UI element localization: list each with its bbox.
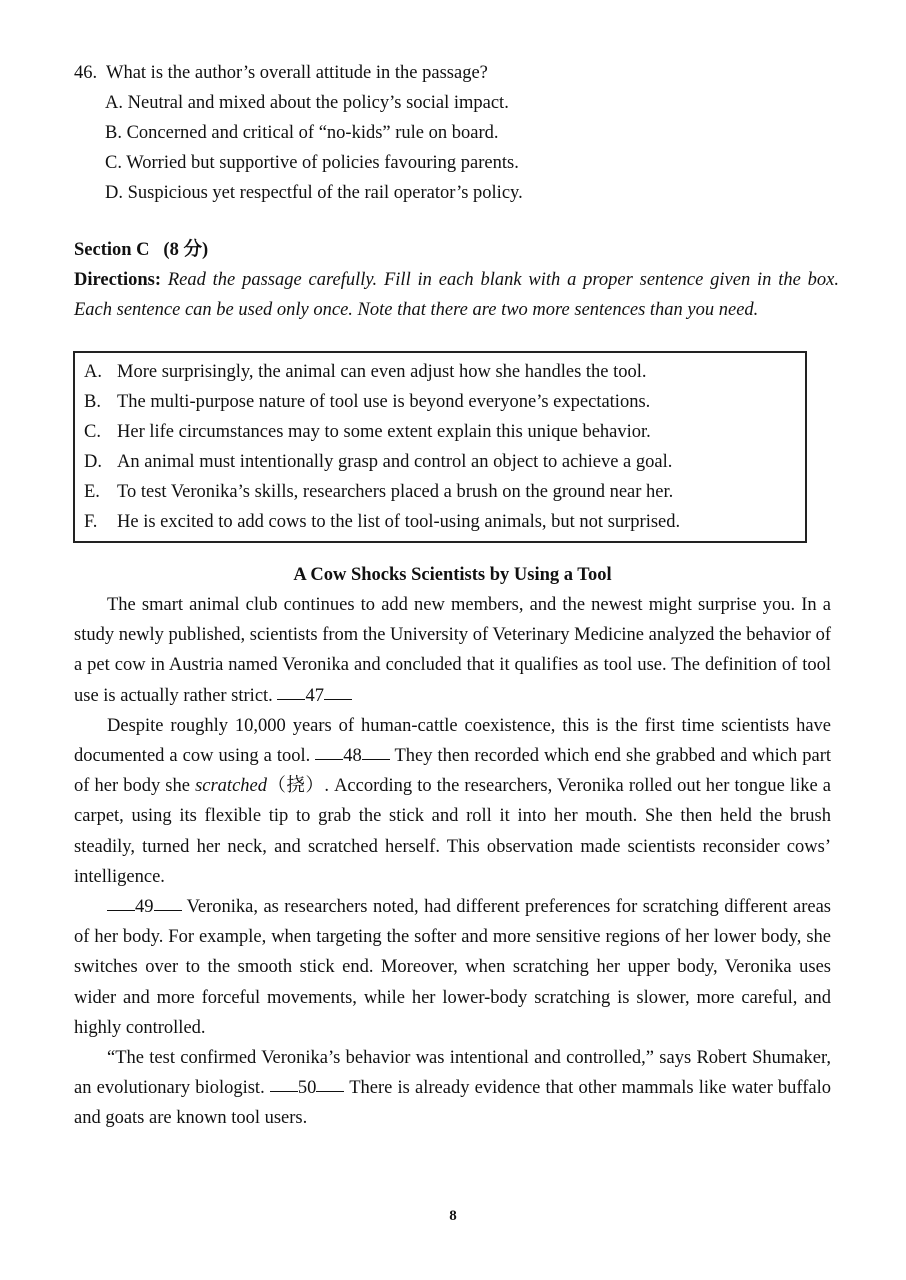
sentence-letter: F. — [84, 512, 98, 532]
section-title-text: Section C — [74, 240, 150, 260]
paragraph-text: There is already evidence that other mammals like water buffalo and goats are known tool users. — [74, 1078, 831, 1129]
question-46 — [74, 58, 854, 208]
reading-passage — [74, 560, 831, 1134]
sentence-letter: B. — [84, 392, 101, 412]
question-stem — [74, 58, 854, 88]
option-a — [105, 88, 854, 118]
paragraph-text: Despite roughly 10,000 years of human-cattle coexistence, this is the first time scientists have documented a cow using a tool. — [74, 715, 831, 767]
sentence-text: He is excited to add cows to the list of tool-using animals, but not surprised. — [117, 512, 681, 532]
option-letter: A. — [105, 93, 123, 113]
option-c — [105, 148, 854, 178]
paragraph-2 — [74, 711, 831, 892]
option-letter: B. — [105, 123, 122, 143]
blank-49[interactable]: 49 — [107, 897, 182, 917]
sentence-options-box — [73, 351, 807, 543]
sentence-option-f — [84, 507, 805, 537]
paragraph-text: “The test confirmed Veronika’s behavior was intentional and controlled,” says Robert Shumaker, an evolutionary biologist. — [74, 1048, 831, 1099]
sentence-option-c — [84, 417, 805, 447]
question-number: 46. — [74, 63, 98, 83]
option-letter: C. — [105, 153, 122, 173]
option-d — [105, 178, 854, 208]
section-c — [74, 235, 839, 325]
sentence-text: More surprisingly, the animal can even adjust how she handles the tool. — [117, 362, 647, 382]
paragraph-text: . According to the researchers, Veronika rolled out her tongue like a carpet, using its flexible tip to grab the stick and roll it into her mouth. She then held the brush steadily, turned her neck, and scratched herself. This observation made scientists reconsider cows’ intelligence. — [74, 776, 831, 887]
sentence-text: The multi-purpose nature of tool use is beyond everyone’s expectations. — [117, 392, 651, 412]
chinese-gloss: （挠） — [267, 776, 325, 797]
option-text: Suspicious yet respectful of the rail operator’s policy. — [127, 183, 523, 203]
sentence-letter: C. — [84, 422, 101, 442]
paragraph-4 — [74, 1043, 831, 1134]
sentence-option-e — [84, 477, 805, 507]
directions-text: Read the passage carefully. Fill in each blank with a proper sentence given in the box. Each sentence can be used only once. Note that there are two more sentences than you need. — [74, 270, 839, 320]
sentence-letter: A. — [84, 362, 102, 382]
option-letter: D. — [105, 183, 123, 203]
sentence-option-b — [84, 387, 805, 417]
section-title — [74, 235, 839, 265]
paragraph-text: The smart animal club continues to add new members, and the newest might surprise you. In a study newly published, scientists from the University of Veterinary Medicine analyzed the behavior of a pet cow in Austria named Veronika and concluded that it qualifies as tool use. The definition of tool use is actually rather strict. — [74, 595, 831, 706]
directions-label: Directions: — [74, 270, 161, 290]
paragraph-1 — [74, 590, 831, 711]
sentence-letter: D. — [84, 452, 102, 472]
italic-term: scratched — [195, 776, 267, 797]
option-text: Concerned and critical of “no-kids” rule on board. — [126, 123, 499, 143]
sentence-text: Her life circumstances may to some extent explain this unique behavior. — [117, 422, 651, 442]
option-text: Neutral and mixed about the policy’s social impact. — [127, 93, 509, 113]
blank-50[interactable]: 50 — [270, 1078, 345, 1098]
sentence-option-d — [84, 447, 805, 477]
directions — [74, 265, 839, 325]
paragraph-text: Veronika, as researchers noted, had different preferences for scratching different areas of her body. For example, when targeting the softer and more sensitive regions of her lower body, she switches over to the smooth stick end. Moreover, when scratching her upper body, Veronika uses wider and more forceful movements, while her lower-body scratching is slower, more careful, and highly controlled. — [74, 897, 831, 1038]
passage-title: A Cow Shocks Scientists by Using a Tool — [293, 565, 612, 585]
sentence-letter: E. — [84, 482, 100, 502]
page-number: 8 — [449, 1208, 457, 1224]
sentence-option-a — [84, 357, 805, 387]
sentence-text: An animal must intentionally grasp and control an object to achieve a goal. — [117, 452, 673, 472]
question-text: What is the author’s overall attitude in the passage? — [106, 63, 488, 83]
option-text: Worried but supportive of policies favouring parents. — [126, 153, 519, 173]
blank-48[interactable]: 48 — [315, 746, 390, 766]
option-b — [105, 118, 854, 148]
section-points: (8 分) — [163, 240, 209, 260]
paragraph-3 — [74, 892, 831, 1043]
blank-47[interactable]: 47 — [277, 686, 352, 706]
sentence-text: To test Veronika’s skills, researchers placed a brush on the ground near her. — [117, 482, 674, 502]
paragraph-text: They then recorded which end she grabbed and which part of her body she — [74, 746, 831, 797]
